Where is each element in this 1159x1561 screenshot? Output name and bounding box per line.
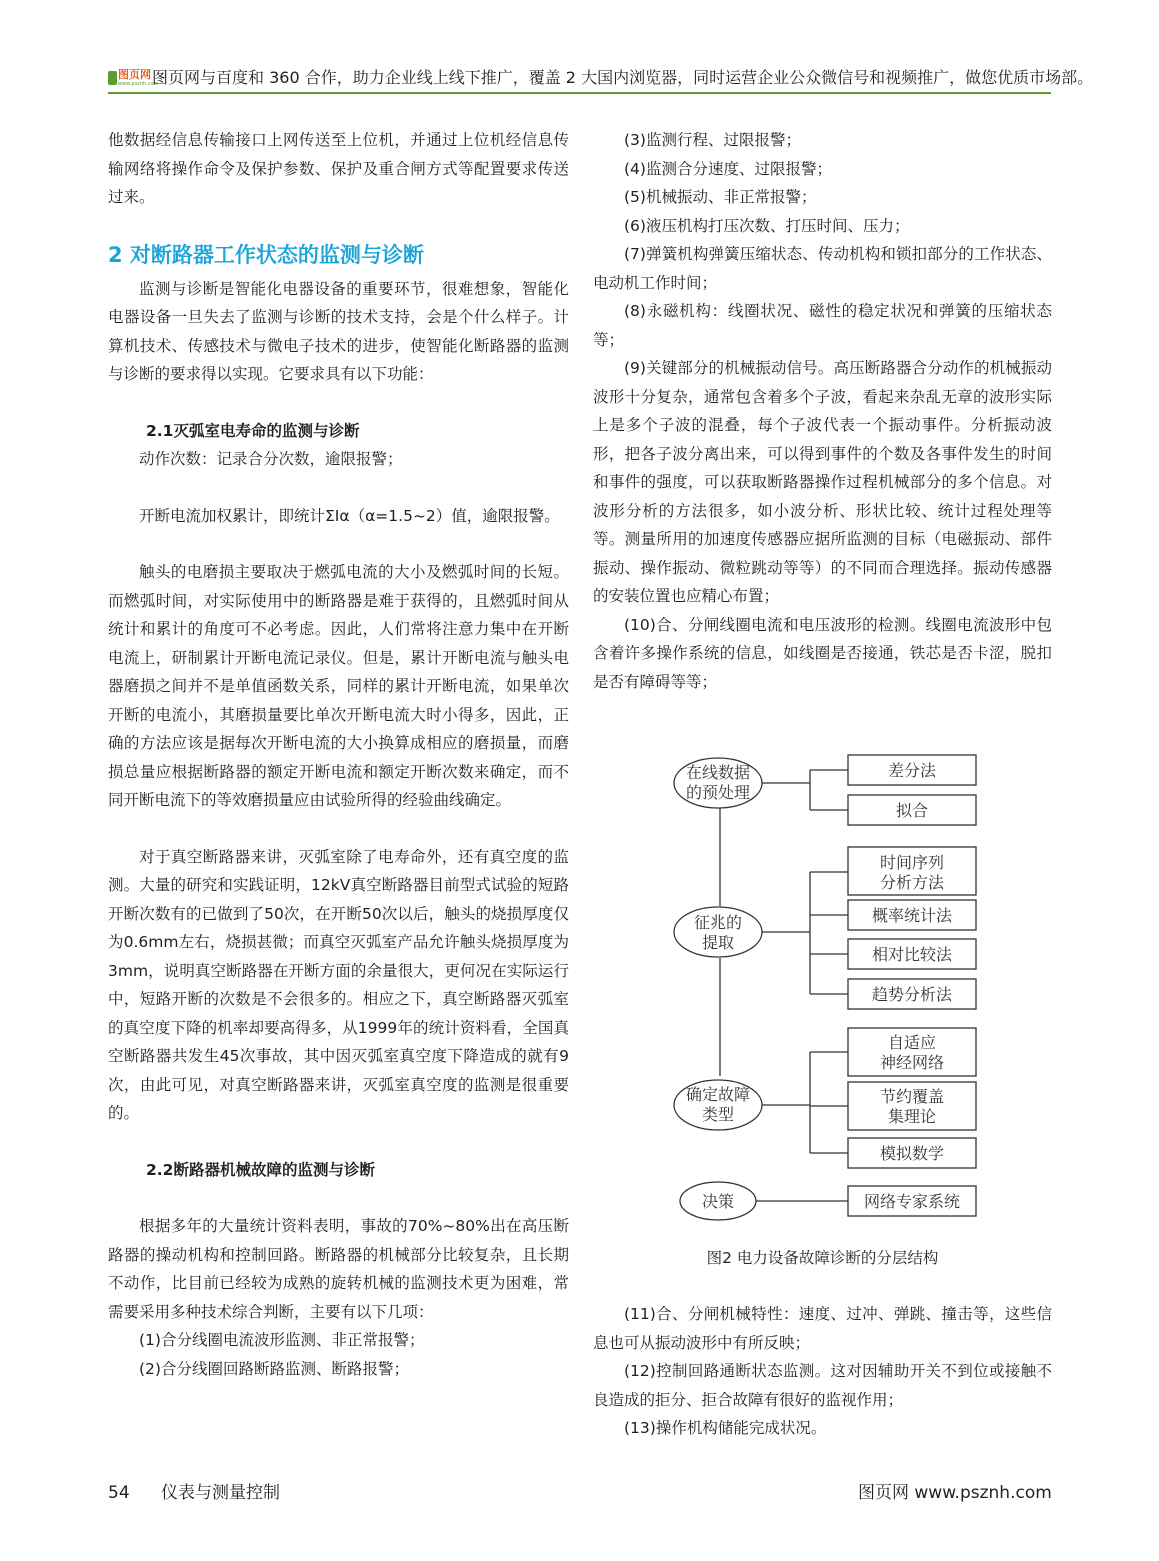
right-column [593,126,1052,696]
subsection-heading: 2.1灭弧室电寿命的监测与诊断 [146,421,360,440]
figure-caption: 图2 电力设备故障诊断的分层结构 [706,1249,939,1267]
site-logo[interactable]: 图页网 www.psznh.com [108,68,150,88]
node-label: 在线数据 [685,763,751,782]
list-item: (5)机械振动、非正常报警； [624,188,817,206]
list-item: (10)合、分闸线圈电流和电压波形的检测。线圈电流波形中包含着许多操作系统的信息，如线圈是否接通，铁芯是否卡涩，脱扣是否有障碍等等； [593,615,1052,691]
paragraph: 他数据经信息传输接口上网传送至上位机，并通过上位机经信息传输网络将操作命令及保护参数、保护及重合闸方式等配置要求传送过来。 [108,131,569,206]
box-label: 神经网络 [879,1053,945,1072]
list-item: (9)关键部分的机械振动信号。高压断路器合分动作的机械振动波形十分复杂，通常包含着多个子波，看起来杂乱无章的波形实际上是多个子波的混叠，每个子波代表一个振动事件。分析振动波形，把各子波分离出来，可以得到事件的个数及各事件发生的时间和事件的强度，可以获取断路器操作过程机械部分的多个信息。对波形分析的方法很多，如小波分析、形状比较、统计过程处理等等。测量所用的加速度传感器应据所监测的目标（电磁振动、部件振动、操作振动、微粒跳动等等）的不同而合理选择。振动传感器的安装位置也应精心布置； [593,359,1052,605]
list-item: (1)合分线圈电流波形监测、非正常报警； [139,1331,425,1349]
node-label: 确定故障 [685,1085,751,1104]
node-label: 决策 [701,1192,735,1211]
box-label: 概率统计法 [871,906,953,925]
list-item: (2)合分线圈回路断路监测、断路报警； [139,1359,409,1378]
list-item: (3)监测行程、过限报警； [624,131,801,149]
list-item: (12)控制回路通断状态监测。这对因辅助开关不到位或接触不良造成的拒分、拒合故障有很好的监视作用； [593,1362,1052,1409]
paragraph: 开断电流加权累计，即统计ΣIα（α=1.5~2）值，逾限报警。 [139,506,560,525]
page-number: 54 [108,1483,130,1503]
left-column [108,126,569,1383]
paragraph: 对于真空断路器来讲，灭弧室除了电寿命外，还有真空度的监测。大量的研究和实践证明，12kV真空断路器目前型式试验的短路开断次数有的已做到了50次，在开断50次以后，触头的烧损厚度仅为0.6mm左右，烧损甚微；而真空灭弧室产品允许触头烧损厚度为3mm，说明真空断路器在开断方面的余量很大，更何况在实际运行中，短路开断的次数是不会很多的。相应之下，真空断路器灭弧室的真空度下降的机率却要高得多，从1999年的统计资料看，全国真空断路器共发生45次事故，其中因灭弧室真空度下降造成的就有9次，由此可见，对真空断路器来讲，灭弧室真空度的监测是很重要的。 [108,847,569,1122]
section-heading: 2 对断路器工作状态的监测与诊断 [108,242,424,267]
node-label: 类型 [701,1105,735,1124]
journal-name: 仪表与测量控制 [161,1483,281,1503]
list-item: (6)液压机构打压次数、打压时间、压力； [624,216,910,235]
box-label: 相对比较法 [871,945,953,964]
page-header [108,66,1094,94]
list-item: (7)弹簧机构弹簧压缩状态、传动机构和锁扣部分的工作状态、电动机工作时间； [593,245,1052,292]
list-item: (8)永磁机构：线圈状况、磁性的稳定状况和弹簧的压缩状态等； [593,302,1052,349]
list-item: (13)操作机构储能完成状况。 [624,1419,827,1437]
paragraph: 触头的电磨损主要取决于燃弧电流的大小及燃弧时间的长短。而燃弧时间，对实际使用中的断路器是难于获得的，且燃弧时间从统计和累计的角度可不必考虑。因此，人们常将注意力集中在开断电流上，研制累计开断电流记录仪。但是，累计开断电流与触头电器磨损之间并不是单值函数关系，同样的累计开断电流，如果单次开断的电流小，其磨损量要比单次开断电流大时小得多，因此，正确的方法应该是据每次开断电流的大小换算成相应的磨损量，而磨损总量应根据断路器的额定开断电流和额定开断次数来确定，而不同开断电流下的等效磨损量应由试验所得的经验曲线确定。 [108,563,569,809]
paragraph: 监测与诊断是智能化电器设备的重要环节，很难想象，智能化电器设备一旦失去了监测与诊断的技术支持，会是个什么样子。计算机技术、传感技术与微电子技术的进步，使智能化断路器的监测与诊断的要求得以实现。它要求具有以下功能： [108,279,569,383]
header-divider [108,92,1051,94]
box-label: 趋势分析法 [871,985,953,1004]
box-label: 网络专家系统 [863,1192,961,1211]
node-label: 的预处理 [685,783,751,802]
node-label: 征兆的 [693,913,743,932]
box-label: 拟合 [895,801,929,820]
box-label: 分析方法 [879,873,945,892]
box-label: 节约覆盖 [879,1087,945,1106]
footer-site-link[interactable]: 图页网 www.psznh.com [858,1483,1052,1503]
box-label: 集理论 [887,1107,937,1126]
right-column-bottom [593,1300,1052,1443]
box-label: 时间序列 [879,853,945,872]
fault-diagnosis-diagram [670,748,990,1228]
box-label: 模拟数学 [879,1144,945,1163]
list-item: (11)合、分闸机械特性：速度、过冲、弹跳、撞击等，这些信息也可从振动波形中有所反映； [593,1305,1052,1352]
paragraph: 动作次数：记录合分次数，逾限报警； [139,450,403,468]
header-banner-text: 图页网与百度和 360 合作，助力企业线上线下推广，覆盖 2 大国内浏览器，同时运营企业公众微信号和视频推广，做您优质市场部。 [152,68,1094,87]
paragraph: 根据多年的大量统计资料表明，事故的70%~80%出在高压断路器的操动机构和控制回路。断路器的机械部分比较复杂，且长期不动作，比目前已经较为成熟的旋转机械的监测技术更为困难，常需要采用多种技术综合判断，主要有以下几项： [108,1217,569,1321]
list-item: (4)监测合分速度、过限报警； [624,159,832,178]
box-label: 差分法 [887,761,937,780]
box-label: 自适应 [887,1033,937,1052]
subsection-heading: 2.2断路器机械故障的监测与诊断 [146,1160,375,1179]
logo-leaf-icon [108,71,117,85]
page-footer-left [108,1478,280,1503]
node-label: 提取 [701,933,735,952]
